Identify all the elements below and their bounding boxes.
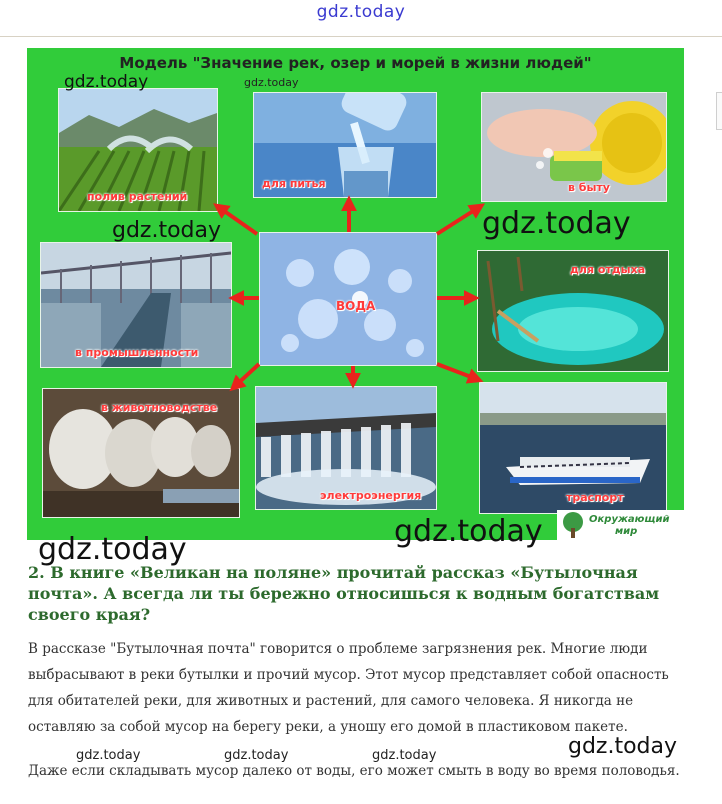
tree-icon (561, 512, 585, 538)
panel-label-livestock: в животноводстве (101, 401, 218, 414)
watermark: gdz.today (224, 748, 289, 763)
panel-label-water: ВОДА (336, 299, 376, 313)
watermark: gdz.today (568, 734, 678, 759)
watermark: gdz.today (394, 514, 543, 549)
watermark: gdz.today (112, 218, 222, 243)
answer-paragraph-2: Даже если складывать мусор далеко от воды, его может смыть в воду во время половодья. (28, 763, 680, 779)
question-heading: 2. В книге «Великан на поляне» прочитай рассказ «Бутылочная почта». А всегда ли ты бережно относишься к водным богатствам своего края? (28, 563, 660, 624)
arrow-to-household (437, 206, 481, 234)
answer-paragraph-1: В рассказе "Бутылочная почта" говорится о проблеме загрязнения рек. Многие люди выбрасывают в реки бутылки и прочий мусор. Этот мусор представляет собой опасность для обитателей реки, для животных и растений, для самого человека. Я никогда не оставляю за собой мусор на берегу реки, а уношу его домой в пластиковом пакете. (28, 641, 669, 735)
arrow-to-transport (437, 364, 479, 380)
arrow-to-irrigation (217, 206, 257, 234)
brand-line-2: мир (615, 526, 638, 537)
panel-label-hydropower: электроэнергия (320, 489, 422, 502)
panel-label-irrigation: полив растений (87, 190, 188, 203)
side-tab[interactable] (716, 92, 722, 130)
arrow-to-livestock (233, 364, 259, 388)
brand-line-1: Окружающий (589, 514, 670, 525)
watermark: gdz.today (38, 532, 187, 567)
panel-label-transport: траспорт (566, 491, 624, 504)
poster-arrows (27, 48, 684, 540)
site-logo[interactable]: gdz.today (316, 2, 406, 22)
panel-label-leisure: для отдыха (570, 263, 646, 276)
watermark: gdz.today (372, 748, 437, 763)
poster-title: Модель "Значение рек, озер и морей в жизни людей" (119, 54, 592, 72)
panel-label-industry: в промышленности (75, 346, 199, 359)
watermark: gdz.today (244, 76, 299, 89)
watermark: gdz.today (64, 72, 149, 92)
panel-label-drinking: для питья (262, 177, 326, 190)
site-header (0, 0, 722, 37)
poster-image (27, 48, 684, 540)
watermark: gdz.today (482, 206, 631, 241)
brand-badge (557, 510, 684, 540)
panel-label-household: в быту (568, 181, 610, 194)
watermark: gdz.today (76, 748, 141, 763)
